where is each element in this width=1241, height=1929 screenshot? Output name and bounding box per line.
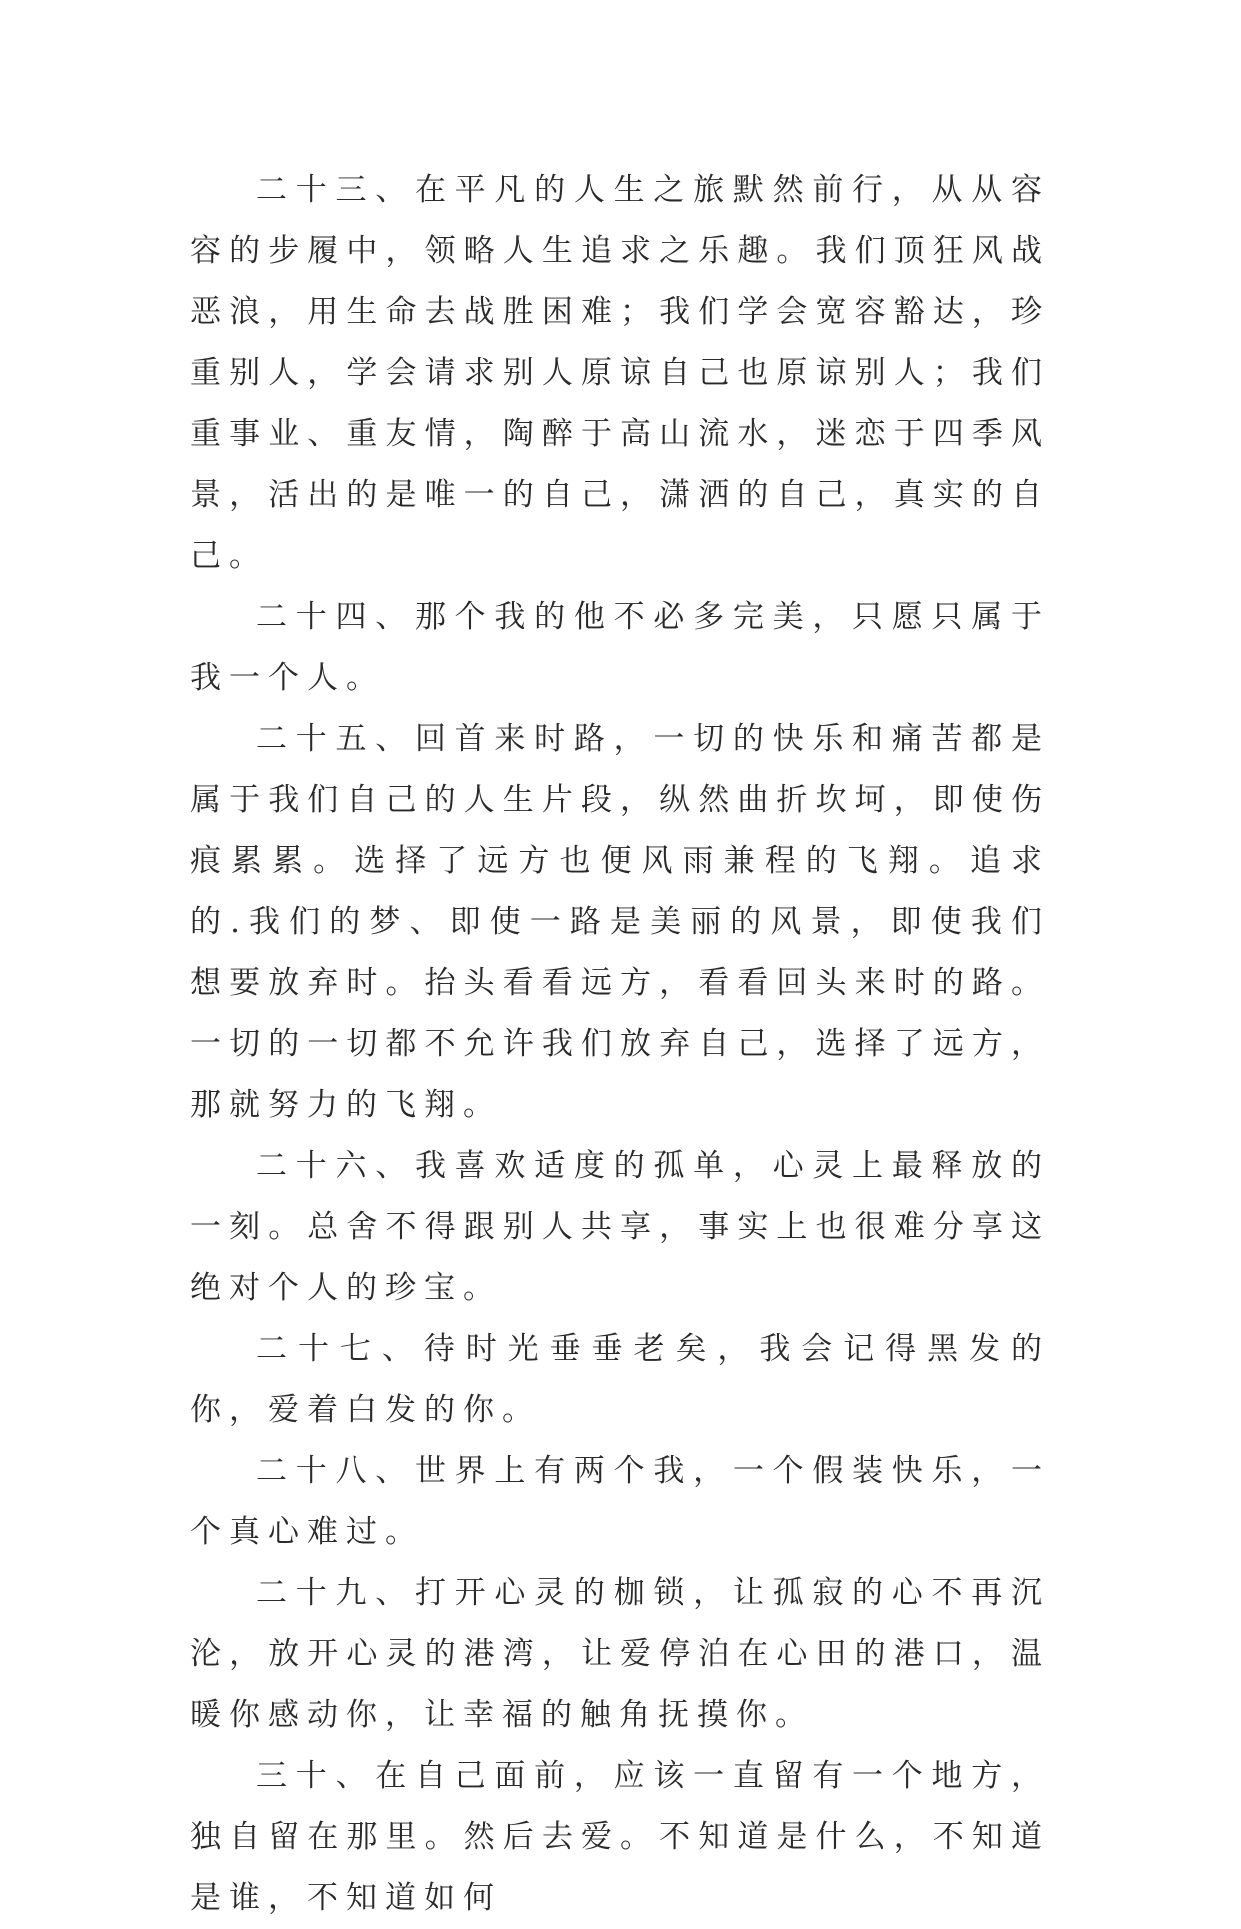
paragraph-30: 三十、在自己面前，应该一直留有一个地方，独自留在那里。然后去爱。不知道是什么，不知道是谁，不知道如何 (190, 1758, 1050, 1916)
paragraph-26: 二十六、我喜欢适度的孤单，心灵上最释放的一刻。总舍不得跟别人共享，事实上也很难分享这绝对个人的珍宝。 (190, 1148, 1050, 1306)
document-body (190, 160, 1050, 1929)
paragraph-28: 二十八、世界上有两个我，一个假装快乐，一个真心难过。 (190, 1453, 1050, 1550)
paragraph-27: 二十七、待时光垂垂老矣，我会记得黑发的你，爱着白发的你。 (190, 1331, 1050, 1428)
paragraph-25: 二十五、回首来时路，一切的快乐和痛苦都是属于我们自己的人生片段，纵然曲折坎坷，即使伤痕累累。选择了远方也便风雨兼程的飞翔。追求的.我们的梦、即使一路是美丽的风景，即使我们想要放弃时。抬头看看远方，看看回头来时的路。一切的一切都不允许我们放弃自己，选择了远方，那就努力的飞翔。 (190, 721, 1050, 1123)
paragraph-24: 二十四、那个我的他不必多完美，只愿只属于我一个人。 (190, 599, 1050, 696)
paragraph-23: 二十三、在平凡的人生之旅默然前行，从从容容的步履中，领略人生追求之乐趣。我们顶狂风战恶浪，用生命去战胜困难；我们学会宽容豁达，珍重别人，学会请求别人原谅自己也原谅别人；我们重事业、重友情，陶醉于高山流水，迷恋于四季风景，活出的是唯一的自己，潇洒的自己，真实的自己。 (190, 172, 1050, 574)
paragraph-29: 二十九、打开心灵的枷锁，让孤寂的心不再沉沦，放开心灵的港湾，让爱停泊在心田的港口，温暖你感动你，让幸福的触角抚摸你。 (190, 1575, 1050, 1733)
